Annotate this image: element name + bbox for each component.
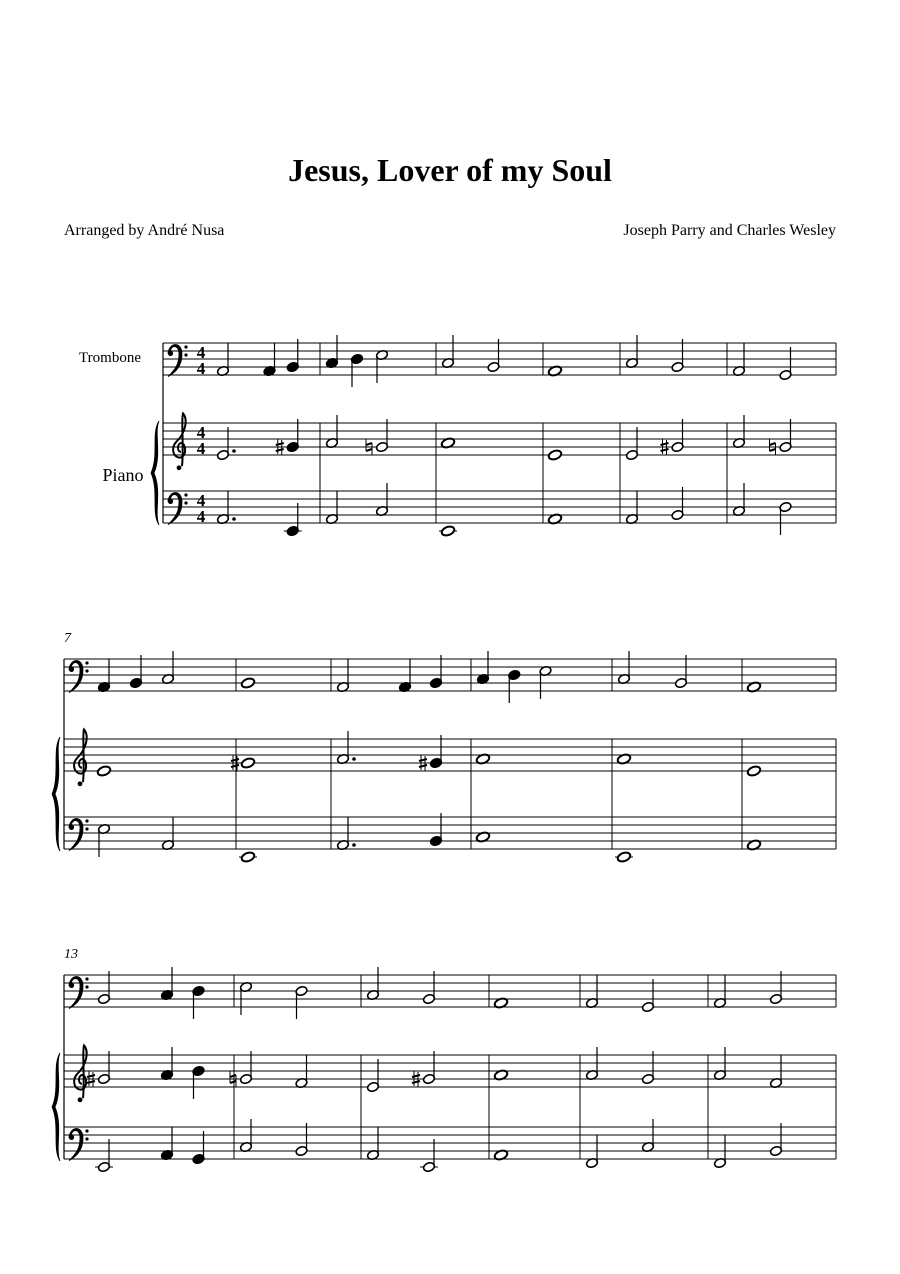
bass-clef-icon (168, 345, 188, 377)
half-note (336, 659, 349, 693)
half-note (239, 981, 252, 1015)
augmentation-dot (352, 843, 356, 847)
bass-clef-dot (184, 501, 187, 504)
sharp-bar (412, 1075, 420, 1077)
bass-clef-body (168, 345, 182, 377)
whole-note (241, 851, 256, 863)
half-note (769, 971, 782, 1005)
sharp-bar (87, 1081, 95, 1083)
quarter-note (429, 813, 442, 847)
piano-brace (52, 737, 60, 851)
half-note (732, 415, 745, 449)
half-note (366, 1127, 379, 1161)
sharp-bar (412, 1081, 420, 1083)
bass-clef-head (69, 983, 74, 988)
half-note (779, 501, 792, 535)
natural-bar (770, 443, 776, 445)
natural-bar (230, 1081, 236, 1083)
quarter-note (160, 1127, 173, 1161)
quarter-note (160, 1047, 173, 1081)
half-note (671, 339, 684, 373)
quarter-note (192, 1065, 205, 1099)
page-title: Jesus, Lover of my Soul (288, 152, 612, 188)
sharp-bar (276, 443, 284, 445)
quarter-note (263, 343, 276, 377)
bass-clef-dot (85, 977, 88, 980)
half-note (239, 1119, 252, 1153)
quarter-note (398, 659, 411, 693)
half-note (671, 419, 684, 453)
half-note (295, 1123, 308, 1157)
quarter-note (325, 335, 338, 369)
natural-bar (770, 449, 776, 451)
whole-note (241, 757, 256, 769)
augmentation-dot (232, 517, 236, 521)
half-note (295, 1055, 308, 1089)
half-note (97, 823, 110, 857)
natural-bar (366, 449, 372, 451)
treble-clef-tail (78, 1097, 83, 1102)
note-head (617, 851, 632, 863)
half-note (641, 979, 654, 1013)
half-note (625, 491, 638, 525)
quarter-note (508, 669, 521, 703)
bass-clef-head (69, 825, 74, 830)
half-note (325, 415, 338, 449)
note-head (241, 851, 256, 863)
whole-note (97, 765, 112, 777)
dotted-half-note (336, 731, 355, 765)
quarter-note (286, 339, 299, 373)
augmentation-dot (352, 757, 356, 761)
bass-clef-dot (85, 985, 88, 988)
dotted-half-note (336, 817, 355, 851)
half-note (216, 343, 229, 377)
instrument-label-trombone: Trombone (79, 350, 141, 366)
half-note (625, 335, 638, 369)
half-note (779, 419, 792, 453)
half-note (585, 1135, 598, 1169)
half-note (674, 655, 687, 689)
half-note (161, 817, 174, 851)
composer-credit: Joseph Parry and Charles Wesley (623, 222, 836, 239)
bass-clef-icon (69, 1129, 89, 1161)
half-note (97, 1139, 110, 1173)
half-note (713, 975, 726, 1009)
quarter-note (160, 967, 173, 1001)
half-note (375, 349, 388, 383)
half-note (375, 483, 388, 517)
half-note (97, 1051, 110, 1085)
half-note (732, 343, 745, 377)
time-signature-numerator: 4 (196, 491, 206, 511)
time-signature-denominator: 4 (196, 359, 206, 379)
bass-clef-body (69, 977, 83, 1009)
note-head (441, 525, 456, 537)
treble-clef-tail (78, 781, 83, 786)
sharp-bar (419, 765, 427, 767)
treble-clef-icon (74, 729, 87, 782)
piano-brace (52, 1053, 60, 1161)
bass-clef-icon (69, 661, 89, 693)
bass-clef-head (168, 499, 173, 504)
quarter-note (192, 985, 205, 1019)
bass-clef-icon (69, 819, 89, 851)
bass-clef-dot (184, 353, 187, 356)
bass-clef-head (69, 1135, 74, 1140)
natural-bar (230, 1075, 236, 1077)
half-note (617, 651, 630, 685)
half-note (239, 1051, 252, 1085)
half-note (713, 1135, 726, 1169)
half-note (732, 483, 745, 517)
whole-note (241, 677, 256, 689)
note-head (241, 677, 256, 689)
treble-clef-icon (74, 1045, 87, 1098)
bass-clef-dot (85, 661, 88, 664)
measure-number: 7 (64, 631, 71, 646)
half-note (713, 1047, 726, 1081)
half-note (779, 347, 792, 381)
quarter-note (129, 655, 142, 689)
quarter-note (476, 651, 489, 685)
half-note (422, 1139, 435, 1173)
whole-note (747, 765, 762, 777)
bass-clef-body (69, 1129, 83, 1161)
whole-note (441, 525, 456, 537)
time-signature-denominator: 4 (196, 507, 206, 527)
piano-brace (151, 421, 159, 525)
half-note (161, 651, 174, 685)
half-note (366, 967, 379, 1001)
sharp-bar (661, 443, 669, 445)
half-note (375, 419, 388, 453)
half-note (325, 491, 338, 525)
bass-clef-dot (85, 1137, 88, 1140)
half-note (487, 339, 500, 373)
bass-clef-icon (168, 493, 188, 525)
half-note (585, 975, 598, 1009)
half-note (422, 1051, 435, 1085)
half-note (641, 1119, 654, 1153)
quarter-note (286, 419, 299, 453)
bass-clef-icon (69, 977, 89, 1009)
sharp-bar (276, 449, 284, 451)
sharp-bar (231, 765, 239, 767)
bass-clef-dot (85, 819, 88, 822)
half-note (366, 1059, 379, 1093)
natural-bar (366, 443, 372, 445)
time-signature-numerator: 4 (196, 343, 206, 363)
arranger-credit: Arranged by André Nusa (64, 222, 225, 239)
half-note (539, 665, 552, 699)
time-signature-denominator: 4 (196, 439, 206, 459)
half-note (441, 335, 454, 369)
quarter-note (286, 503, 299, 537)
bass-clef-head (168, 351, 173, 356)
quarter-note (350, 353, 363, 387)
note-head (241, 757, 256, 769)
dotted-half-note (216, 491, 235, 525)
sharp-bar (419, 759, 427, 761)
note-head (747, 765, 762, 777)
bass-clef-dot (85, 669, 88, 672)
half-note (641, 1051, 654, 1085)
quarter-note (97, 659, 110, 693)
half-note (625, 427, 638, 461)
whole-note (548, 449, 563, 461)
sharp-bar (231, 759, 239, 761)
bass-clef-head (69, 667, 74, 672)
quarter-note (192, 1131, 205, 1165)
treble-clef-icon (173, 413, 186, 466)
bass-clef-dot (184, 345, 187, 348)
bass-clef-body (69, 661, 83, 693)
instrument-label-piano: Piano (102, 465, 144, 485)
note-head (548, 449, 563, 461)
treble-clef-tail (177, 465, 182, 470)
half-note (97, 971, 110, 1005)
half-note (422, 971, 435, 1005)
bass-clef-body (168, 493, 182, 525)
bass-clef-dot (184, 493, 187, 496)
augmentation-dot (232, 449, 236, 453)
half-note (769, 1123, 782, 1157)
measure-number: 13 (64, 947, 78, 962)
whole-note (617, 851, 632, 863)
time-signature-numerator: 4 (196, 423, 206, 443)
half-note (295, 985, 308, 1019)
half-note (671, 487, 684, 521)
bass-clef-dot (85, 1129, 88, 1132)
dotted-half-note (216, 427, 235, 461)
half-note (585, 1047, 598, 1081)
half-note (769, 1055, 782, 1089)
quarter-note (429, 655, 442, 689)
note-head (97, 765, 112, 777)
quarter-note (429, 735, 442, 769)
sharp-bar (661, 449, 669, 451)
bass-clef-dot (85, 827, 88, 830)
bass-clef-body (69, 819, 83, 851)
sharp-bar (87, 1075, 95, 1077)
